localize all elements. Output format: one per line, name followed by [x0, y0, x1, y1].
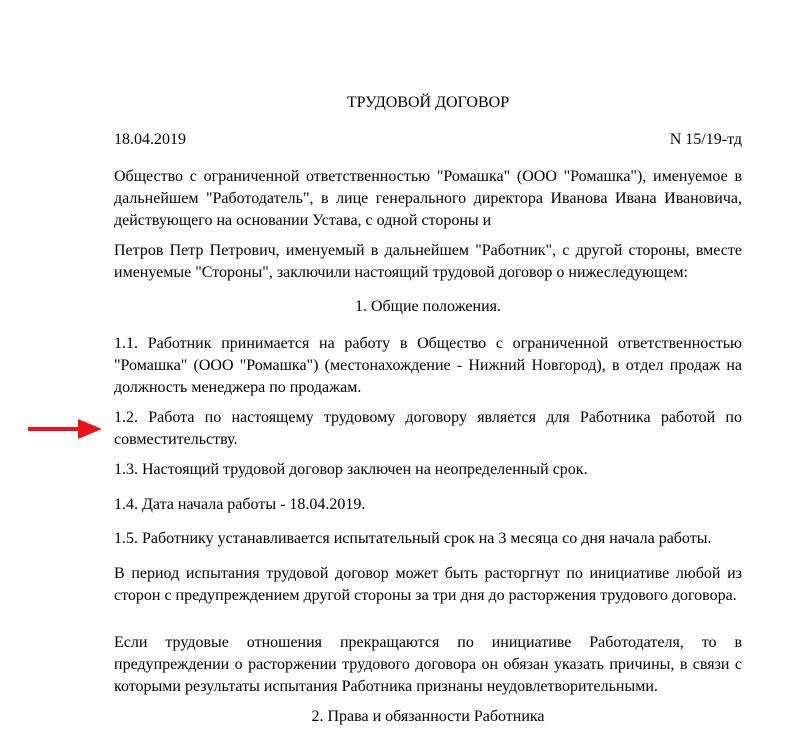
clause-1-3: 1.3. Настоящий трудовой договор заключен на неопределенный срок. — [114, 461, 588, 478]
clause-1-1: 1.1. Работник принимается на работу в Общество с ограниченной ответственностью "Ромашка" (ООО "Ромашка") (местонахождение - Нижний Новгород), в отдел продаж на должность менеджера по продажам. — [114, 335, 742, 396]
intro-employer-paragraph: Общество с ограниченной ответственностью "Ромашка" (ООО "Ромашка"), именуемое в дальнейшем "Работодатель", в лице генерального директора Иванова Ивана Ивановича, действующего на основании Устава, с одной стороны и — [114, 168, 742, 229]
intro-employee-paragraph: Петров Петр Петрович, именуемый в дальнейшем "Работник", с другой стороны, вместе именуемые "Стороны", заключили настоящий трудовой договор о нижеследующем: — [114, 242, 742, 281]
section-1-heading: 1. Общие положения. — [354, 298, 502, 315]
clause-1-4: 1.4. Дата начала работы - 18.04.2019. — [114, 496, 366, 513]
clause-1-2: 1.2. Работа по настоящему трудовому договору является для Работника работой по совместительству. — [114, 409, 742, 448]
employer-initiative-paragraph: Если трудовые отношения прекращаются по инициативе Работодателя, то в предупреждении о расторжении трудового договора он обязан указать причины, в связи с которыми результаты испытания Работника признаны неудовлетворительными. — [114, 634, 742, 695]
section-2-heading: 2. Права и обязанности Работника — [311, 708, 545, 725]
arrow-head — [78, 419, 102, 439]
probation-termination-paragraph: В период испытания трудовой договор может быть расторгнут по инициативе любой из сторон с предупреждением другой стороны за три дня до расторжения трудового договора. — [114, 565, 742, 604]
clause-1-5: 1.5. Работнику устанавливается испытательный срок на 3 месяца со дня начала работы. — [114, 530, 712, 547]
document-title: ТРУДОВОЙ ДОГОВОР — [346, 94, 510, 111]
document-date: 18.04.2019 — [114, 131, 186, 148]
date-number-row — [114, 129, 742, 151]
document-number: N 15/19-тд — [669, 131, 742, 148]
red-arrow-right-icon — [28, 418, 102, 440]
